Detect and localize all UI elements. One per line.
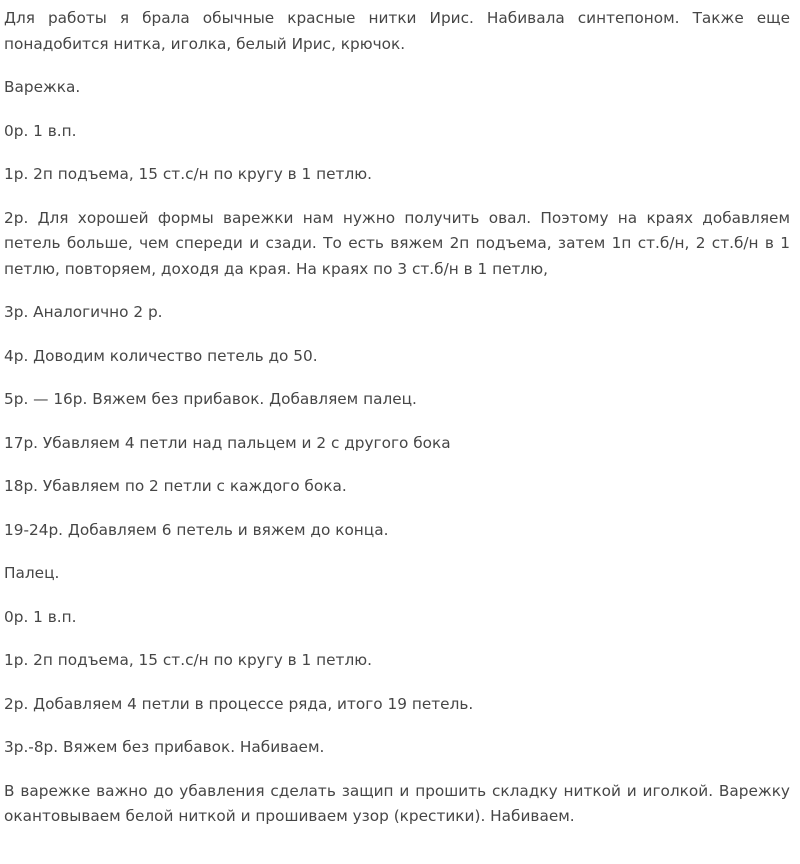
finger-heading: Палец. [4, 564, 60, 582]
mitten-row-3: 3р. Аналогично 2 р. [4, 303, 163, 321]
mitten-row-5-16: 5р. — 16р. Вяжем без прибавок. Добавляем палец. [4, 390, 417, 408]
finger-row-1: 1р. 2п подъема, 15 ст.с/н по кругу в 1 петлю. [4, 651, 372, 669]
mitten-row-2: 2р. Для хорошей формы варежки нам нужно получить овал. Поэтому на краях добавляем петель больше, чем спереди и сзади. То есть вяжем 2п подъема, затем 1п ст.б/н, 2 ст.б/н в 1 петлю, повторяем, доходя да края. На краях по 3 ст.б/н в 1 петлю, [4, 208, 790, 278]
intro-paragraph: Для работы я брала обычные красные нитки Ирис. Набивала синтепоном. Также еще понадобится нитка, иголка, белый Ирис, крючок. [4, 9, 790, 53]
mitten-row-1: 1р. 2п подъема, 15 ст.с/н по кругу в 1 петлю. [4, 165, 372, 183]
mitten-row-17: 17р. Убавляем 4 петли над пальцем и 2 с другого бока [4, 433, 451, 452]
article-body [4, 6, 790, 848]
mitten-row-0: 0р. 1 в.п. [4, 121, 77, 140]
closing-paragraph: В варежке важно до убавления сделать защип и прошить складку ниткой и иголкой. Варежку окантовываем белой ниткой и прошиваем узор (крестики). Набиваем. [4, 781, 790, 825]
mitten-row-18: 18р. Убавляем по 2 петли с каждого бока. [4, 477, 347, 495]
mitten-heading: Варежка. [4, 78, 81, 96]
finger-row-0: 0р. 1 в.п. [4, 607, 77, 626]
finger-row-3-8: 3р.-8р. Вяжем без прибавок. Набиваем. [4, 738, 325, 756]
mitten-row-19-24: 19-24р. Добавляем 6 петель и вяжем до конца. [4, 520, 389, 539]
mitten-row-4: 4р. Доводим количество петель до 50. [4, 346, 318, 365]
finger-row-2: 2р. Добавляем 4 петли в процессе ряда, итого 19 петель. [4, 694, 474, 713]
